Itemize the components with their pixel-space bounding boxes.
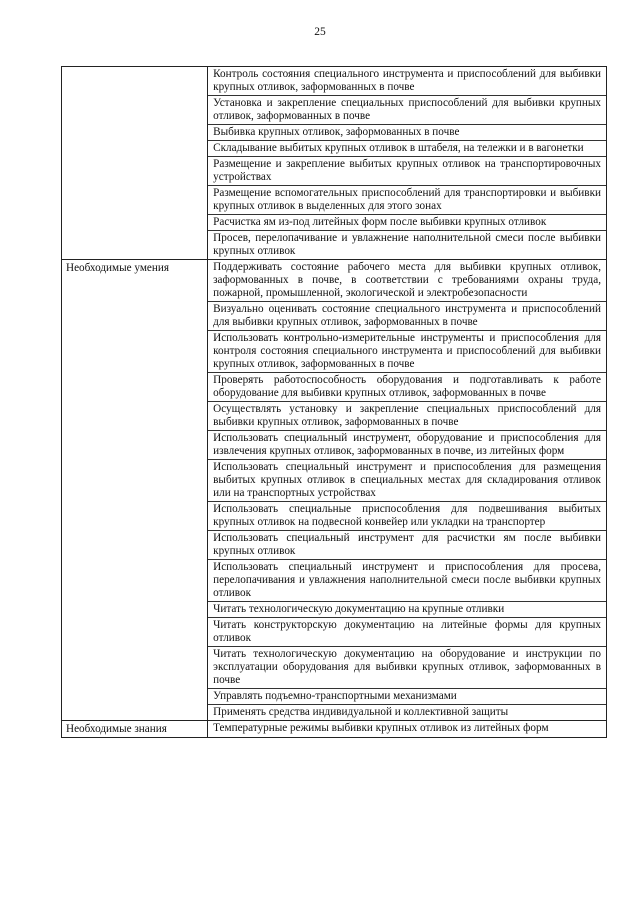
page-number: 25 — [314, 26, 326, 38]
list-item: Проверять работоспособность оборудования и подготавливать к работе оборудование для выбивки крупных отливок, заформованных в почве — [208, 373, 606, 402]
list-item: Использовать специальный инструмент и приспособления для размещения выбитых крупных отливок в специальных местах для складирования отливок или на транспортных устройствах — [208, 460, 606, 502]
section-items — [208, 721, 607, 738]
section-label — [62, 67, 208, 260]
list-item: Управлять подъемно-транспортными механизмами — [208, 689, 606, 705]
list-item: Использовать специальный инструмент и приспособления для просева, перелопачивания и увлажнения наполнительной смеси после выбивки крупных отливок — [208, 560, 606, 602]
list-item: Контроль состояния специального инструмента и приспособлений для выбивки крупных отливок, заформованных в почве — [208, 67, 606, 96]
list-item: Температурные режимы выбивки крупных отливок из литейных форм — [213, 722, 549, 734]
list-item: Использовать специальные приспособления для подвешивания выбитых крупных отливок на подвесной конвейер или укладки на транспортер — [208, 502, 606, 531]
list-item: Расчистка ям из-под литейных форм после выбивки крупных отливок — [208, 215, 606, 231]
section-items — [208, 260, 607, 721]
list-item: Использовать контрольно-измерительные инструменты и приспособления для контроля состояния специального инструмента и приспособлений для выбивки крупных отливок, заформованных в почве — [208, 331, 606, 373]
list-item: Читать технологическую документацию на оборудование и инструкции по эксплуатации оборудования для выбивки крупных отливок, заформованных в почве — [208, 647, 606, 689]
list-item: Установка и закрепление специальных приспособлений для выбивки крупных отливок, заформованных в почве — [208, 96, 606, 125]
list-item: Визуально оценивать состояние специального инструмента и приспособлений для выбивки крупных отливок, заформованных в почве — [208, 302, 606, 331]
list-item: Читать технологическую документацию на крупные отливки — [208, 602, 606, 618]
section-items — [208, 67, 607, 260]
list-item: Поддерживать состояние рабочего места для выбивки крупных отливок, заформованных в почве, в соответствии с требованиями охраны труда, пожарной, промышленной, экологической и электробезопасности — [208, 260, 606, 302]
list-item: Применять средства индивидуальной и коллективной защиты — [213, 706, 509, 718]
list-item: Осуществлять установку и закрепление специальных приспособлений для выбивки крупных отливок, заформованных в почве — [208, 402, 606, 431]
list-item: Размещение вспомогательных приспособлений для транспортировки и выбивки крупных отливок в выделенных для этого зонах — [208, 186, 606, 215]
list-item: Складывание выбитых крупных отливок в штабеля, на тележки и в вагонетки — [208, 141, 606, 157]
list-item: Использовать специальный инструмент, оборудование и приспособления для извлечения крупных отливок, заформованных в почве, из литейных форм — [208, 431, 606, 460]
requirements-table — [61, 66, 607, 738]
list-item: Использовать специальный инструмент для расчистки ям после выбивки крупных отливок — [208, 531, 606, 560]
list-item: Просев, перелопачивание и увлажнение наполнительной смеси после выбивки крупных отливок — [213, 232, 601, 257]
list-item: Читать конструкторскую документацию на литейные формы для крупных отливок — [208, 618, 606, 647]
list-item: Размещение и закрепление выбитых крупных отливок на транспортировочных устройствах — [208, 157, 606, 186]
section-label: Необходимые знания — [62, 721, 208, 738]
table-row — [62, 67, 607, 260]
table-row — [62, 721, 607, 738]
section-label: Необходимые умения — [62, 260, 208, 721]
table-row — [62, 260, 607, 721]
list-item: Выбивка крупных отливок, заформованных в почве — [208, 125, 606, 141]
